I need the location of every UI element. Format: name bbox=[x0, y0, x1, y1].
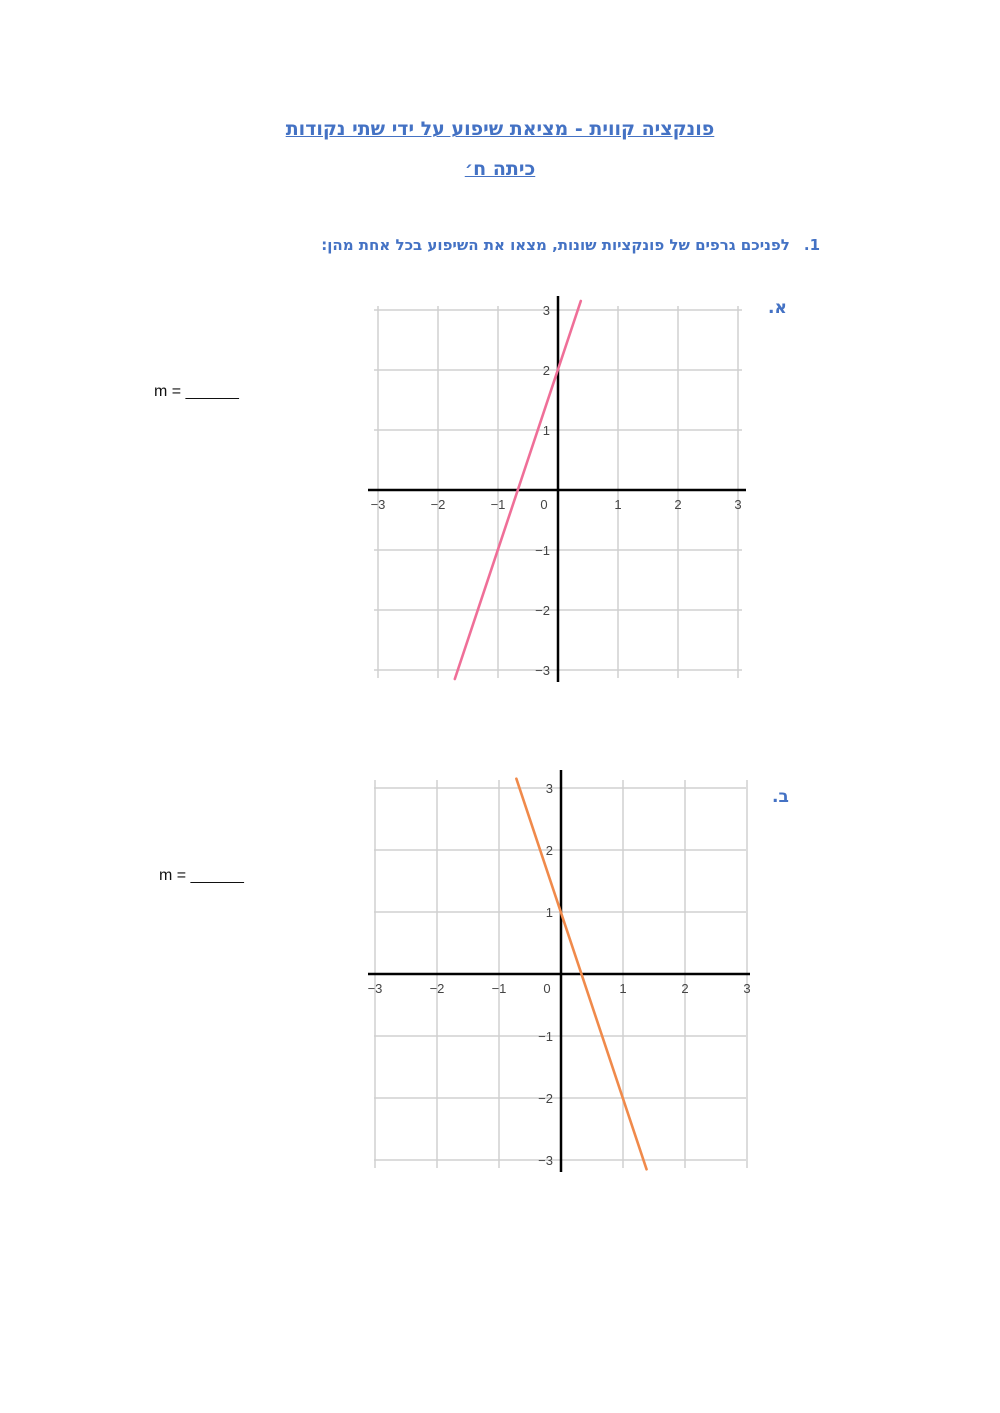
y-tick-label: 2 bbox=[542, 363, 550, 378]
y-tick-label: −3 bbox=[538, 1153, 553, 1168]
x-tick-label: 3 bbox=[734, 497, 742, 512]
x-tick-label: 1 bbox=[619, 981, 627, 996]
x-tick-label: −2 bbox=[430, 497, 446, 512]
y-tick-label: 2 bbox=[545, 843, 553, 858]
question-1 bbox=[321, 236, 820, 254]
x-tick-label: 2 bbox=[681, 981, 689, 996]
part-b-answer[interactable]: m = ______ bbox=[159, 867, 244, 884]
y-tick-label: 3 bbox=[545, 781, 553, 796]
x-tick-label: 0 bbox=[540, 497, 548, 512]
x-tick-label: −3 bbox=[367, 981, 383, 996]
x-tick-label: −3 bbox=[370, 497, 386, 512]
question-number: 1. bbox=[803, 236, 820, 254]
x-tick-label: 3 bbox=[743, 981, 751, 996]
y-tick-label: 1 bbox=[542, 423, 550, 438]
y-tick-label: −3 bbox=[535, 663, 550, 678]
graph-b bbox=[360, 770, 764, 1174]
x-tick-label: 1 bbox=[614, 497, 622, 512]
x-tick-label: −2 bbox=[429, 981, 445, 996]
part-b-label: ב. bbox=[772, 787, 789, 807]
y-tick-label: −2 bbox=[538, 1091, 553, 1106]
x-tick-label: −1 bbox=[490, 497, 506, 512]
y-tick-label: 1 bbox=[545, 905, 553, 920]
graph-a bbox=[360, 296, 760, 688]
part-a-label: א. bbox=[768, 298, 787, 318]
document-title: פונקציה קווית - מציאת שיפוע על ידי שתי נקודות bbox=[285, 118, 715, 140]
x-tick-label: −1 bbox=[491, 981, 507, 996]
part-a-answer[interactable]: m = ______ bbox=[154, 383, 239, 400]
document-subtitle: כיתה ח׳ bbox=[464, 158, 536, 180]
y-tick-label: −2 bbox=[535, 603, 550, 618]
y-tick-label: −1 bbox=[535, 543, 550, 558]
x-tick-label: 0 bbox=[543, 981, 551, 996]
question-text: לפניכם גרפים של פונקציות שונות, מצאו את השיפוע בכל אחת מהן: bbox=[321, 236, 790, 254]
x-tick-label: 2 bbox=[674, 497, 682, 512]
y-tick-label: 3 bbox=[542, 303, 550, 318]
y-tick-label: −1 bbox=[538, 1029, 553, 1044]
